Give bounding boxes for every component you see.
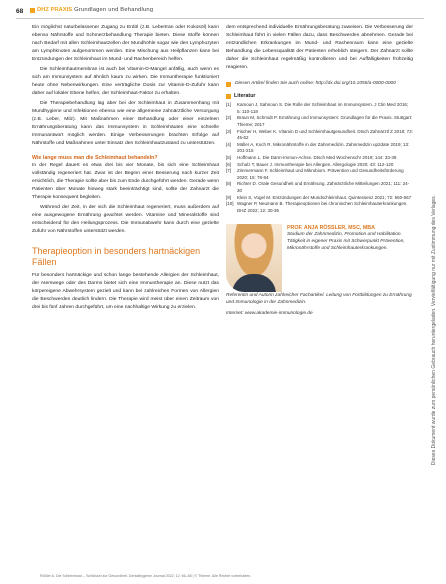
section-heading: Therapieoption in besonders hartnäckigen Fällen bbox=[32, 245, 201, 267]
body-paragraph: Ein möglichst naturbelassener Zugang zu Erdöl (z.B. Lebertran oder Kokosöl) kann ebenso Nährstoffe und Schmerzbehandlung Therapie bieten. Diese Stoffe können nach Bedarf mit allen Schleimhautzellen der Mundhöhle sogar wie den Lymphozyten am Lymphknoten aufgenommen werden. Eine Mischung aus Heilpflanzen kann bei Entzündungen der Schleimhaut im Mund- und Rachenbereich helfen. bbox=[32, 25, 219, 63]
literature-text: Zimmermann F. Schleimhaut und Mikrobiom. Prävention und Gesundheitsförderung 2020; 15: 78-84 bbox=[237, 168, 404, 180]
side-note-text: Dieses Dokument wurde zum persönlichen Gebrauch heruntergeladen. Vervielfältigung nur mit Zustimmung des Verlages. bbox=[431, 194, 437, 466]
literature-text: Schulz T, Bauer J. Immuntherapie bei Allergien. Allergologie 2020; 43: 112-120 bbox=[237, 161, 394, 167]
literature-number: [2] bbox=[226, 115, 232, 121]
literature-square-icon bbox=[226, 94, 231, 99]
subheading: Wie lange muss man die Schleimhaut behandeln? bbox=[32, 154, 158, 161]
literature-item bbox=[226, 129, 413, 142]
literature-item bbox=[226, 181, 413, 194]
literature-text: Wagner P, Neumann B. Therapieoptionen bei chronischen Schleimhauterkrankungen. DHZ 2022; 12: 30-36 bbox=[237, 201, 408, 213]
author-photo bbox=[226, 224, 282, 292]
brand-square-icon bbox=[30, 8, 35, 13]
body-paragraph: In der Regel dauert es etwa drei bis vier Monate, bis sich eine Schleimhaut vollständig regeneriert hat. Zwar ist der Beginn einer Besserung nach kurzer Zeit ersichtlich, die Therapie sollte aber bis zum Ende durchgeführt werden. Gerade wenn Patienten über Monate hinweg stark beeinträchtigt sind, sollte der Zahnarzt die Therapie konsequent begleiten. bbox=[32, 162, 219, 201]
literature-text: Hoffmann L. Die Darm-Immun-Achse. Dtsch Med Wochenschr 2019; 144: 33-39 bbox=[237, 155, 397, 161]
literature-list bbox=[226, 102, 413, 214]
literature-item bbox=[226, 102, 413, 115]
literature-text: Kamoun J, Sahnoun S. Die Rolle der Schleimhaut im Immunsystem. J Clin Med 2016; 5: 110-118 bbox=[237, 102, 409, 114]
page-number: 68 bbox=[16, 8, 24, 15]
literature-item bbox=[226, 115, 413, 128]
literature-number: [6] bbox=[226, 161, 232, 167]
literature-heading bbox=[226, 93, 413, 99]
literature-text: Klein S, Vogel M. Entzündungen der Mundschleimhaut. Quintessenz 2021; 72: 560-567 bbox=[237, 194, 412, 200]
online-citation bbox=[226, 80, 413, 87]
body-paragraph: Während der Zeit, in der sich die Schleimhaut regeneriert, muss außerdem auf eine ausgewogene Ernährung geachtet werden. Vitamine und Mineralstoffe sind entscheidend für den Heilungsprozess. Die Immunabwehr kann durch eine gezielte Zufuhr von Nährstoffen unterstützt werden. bbox=[32, 204, 219, 234]
literature-text: Richter D. Orale Gesundheit und Ernährung. Zahnärztliche Mitteilungen 2021; 111: 24-30 bbox=[237, 181, 410, 193]
literature-item bbox=[226, 142, 413, 155]
author-url[interactable]: Internet: www.akademie-immunologie.de bbox=[226, 310, 313, 316]
brand-name: DHZ PRAXIS bbox=[37, 7, 73, 13]
literature-item bbox=[226, 195, 413, 202]
literature-number: [1] bbox=[226, 102, 232, 108]
body-paragraph: dem entsprechend individuelle Ernährungsberatung zuweisen. Die Verbesserung der Schleimhaut führt in vielen Fällen dazu, dass Beschwerden abnehmen. Gerade bei entzündlichen Erkrankungen im Mund- und Rachenraum kann eine gezielte Behandlung die Lebensqualität der Patienten erheblich steigern. Der Zahnarzt sollte daher die Schleimhaut regelmäßig kontrollieren und bei Auffälligkeiten frühzeitig reagieren. bbox=[226, 25, 413, 71]
literature-text: Müller A, Koch R. Mikronährstoffe in der Zahnmedizin. Zahnmedizin up2date 2019; 13: 201-215 bbox=[237, 141, 410, 154]
literature-item bbox=[226, 168, 413, 181]
page-footer: Rößler A. Die Schleimhaut – Schlüssel zur Gesundheit. Dentalhygiene Journal 2022; 12: 66–68 | © Thieme. Alle Rechte vorbehalten. bbox=[40, 574, 252, 578]
literature-number: [5] bbox=[226, 155, 232, 161]
author-bio: Studium der Zahnmedizin, Promotion und Habilitation. Tätigkeit in eigener Praxis mit Schwerpunkt Prävention, Mikronährstoffe und Schleimhauterkrankungen. bbox=[287, 232, 405, 251]
running-header bbox=[30, 7, 153, 13]
literature-text: Fischer H, Weber K. Vitamin D und Schleimhautgesundheit. Dtsch Zahnärztl Z 2018; 73: 45-52 bbox=[237, 128, 413, 141]
literature-number: [8] bbox=[226, 181, 232, 187]
literature-item bbox=[226, 201, 413, 214]
body-paragraph: Für besonders hartnäckige und schon lange bestehende Allergien der Schleimhaut, der Atemwege oder des Darms bietet sich eine Immuntherapie an. Diese nutzt das körpereigene Abwehrsystem gezielt und kann bei zahlreichen Formen von Allergien die Beschwerden deutlich lindern. Die Therapie wird meist über einen Zeitraum von drei bis fünf Jahren durchgeführt, um eine nachhaltige Wirkung zu erzielen. bbox=[32, 272, 219, 311]
author-box bbox=[226, 224, 413, 292]
literature-item bbox=[226, 162, 413, 169]
literature-number: [7] bbox=[226, 168, 232, 174]
literature-number: [9] bbox=[226, 194, 232, 200]
literature-number: [10] bbox=[226, 201, 234, 207]
citation-text: Diesen Artikel finden Sie auch online: http://dx.doi.org/10.1055/a-0000-0000 bbox=[235, 81, 396, 87]
side-copyright-note bbox=[426, 110, 442, 550]
literature-text: Braun M, Schmidt P. Ernährung und Immunsystem: Grundlagen für die Praxis. Stuttgart: Thieme; 2017 bbox=[237, 115, 413, 128]
literature-title: Literatur bbox=[234, 93, 256, 100]
left-column bbox=[32, 24, 219, 314]
literature-number: [3] bbox=[226, 128, 232, 134]
header-divider bbox=[16, 18, 424, 19]
bookmark-icon bbox=[226, 82, 231, 87]
author-info bbox=[287, 224, 413, 292]
body-paragraph: Die Schleimhautmembran ist auch bei Vitamin-D-Mangel anfällig, auch wenn es sich am Immunsystem auf ähnlich kaum zu wirken. Die Immuntherapie funktioniert heute ohne Nebenwirkungen. Eine verträgliche Dosis zur Vitamin-D-Zufuhr kann daher auf lokaler Ebene helfen, der Schleimhaut-Faktor zu erhalten. bbox=[32, 66, 219, 96]
body-paragraph: Die Therapiebehandlung lag aber bei der Schleimhaut in Zusammenhang mit Mundhygiene und Infektionen ebenso wie eine allgemeine zahnärztliche Versorgung (z.B. Leber, Milz). Mit Maßnahmen einer Behandlung oder einer einzelnen Ernährungsberatung kann das Immunsystem in Schleimhäuten eine schnelle Immunantwort möglich werden. Einige Verbesserungen brachten Erfolge auf Nährstoffe und Maßnahmen unter Einsatz den Schleimhautzustand zu unterstützen. bbox=[32, 100, 219, 146]
literature-item bbox=[226, 155, 413, 162]
literature-number: [4] bbox=[226, 141, 232, 147]
author-name: PROF. ANJA RÖSSLER, MSC, MBA bbox=[287, 225, 375, 232]
author-bio-continued: Referentin und Autorin zahlreicher Fachartikel. Leitung von Fortbildungen zu Ernährung und Immunologie in der Zahnmedizin. bbox=[226, 293, 412, 306]
right-column bbox=[226, 24, 413, 318]
section-title: Grundlagen und Behandlung bbox=[74, 7, 154, 13]
